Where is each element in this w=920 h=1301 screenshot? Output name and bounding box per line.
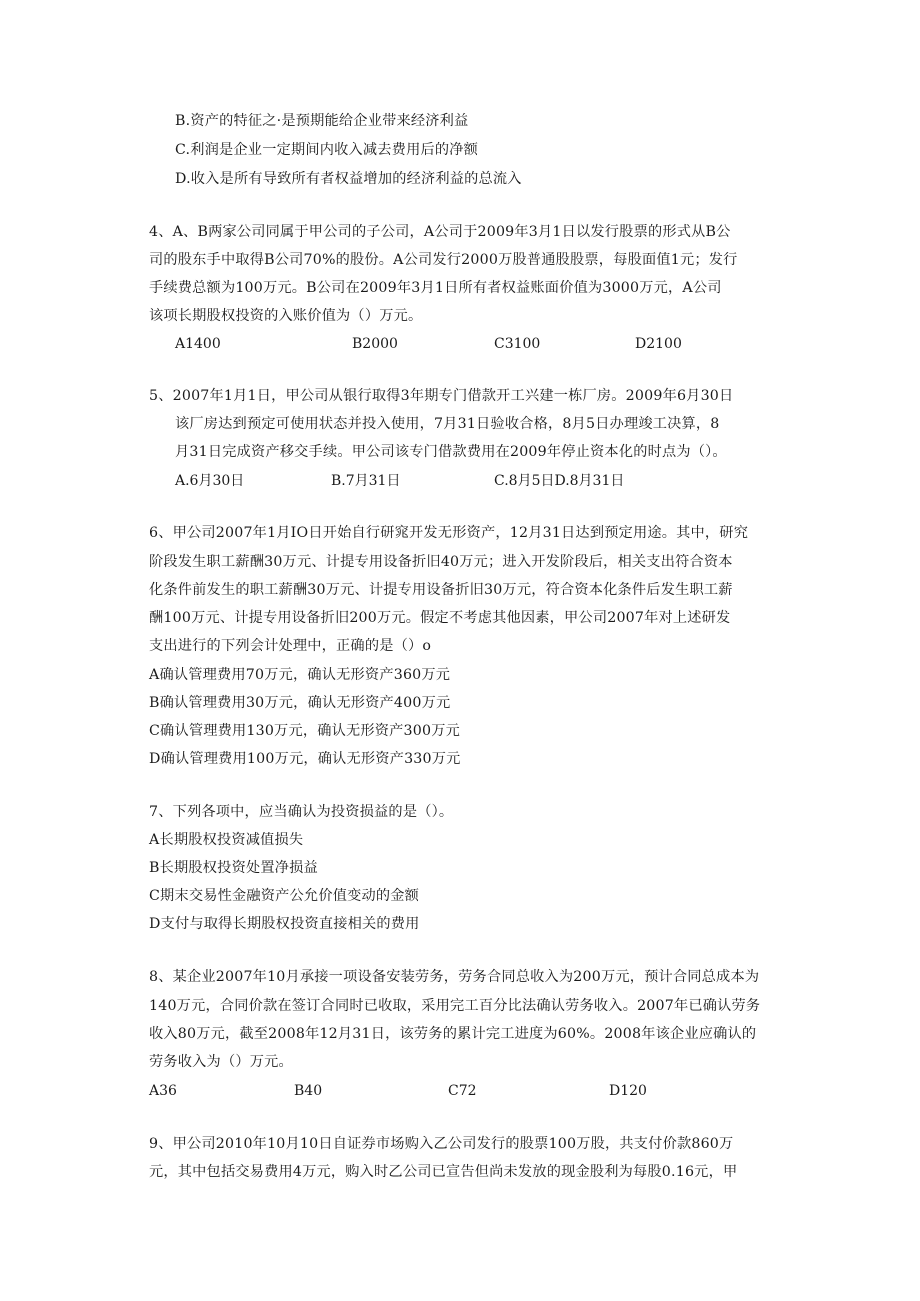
- q7-text-line: 7、下列各项中，应当确认为投资损益的是（）。: [149, 804, 454, 820]
- q5-text-line: 该厂房达到预定可使用状态并投入使用，7月31日验收合格，8月5日办理竣工决算，8: [175, 416, 720, 432]
- q8-text-line: 140万元，合同价款在签订合同时已收取，采用完工百分比法确认劳务收入。2007年已确认劳务: [149, 998, 761, 1014]
- q8-option-b: B40: [294, 1083, 323, 1099]
- q9-text-line: 9、甲公司2010年10月10日自证券市场购入乙公司发行的股票100万股，共支付价款860万: [149, 1136, 734, 1152]
- q4-option-d: D2100: [635, 336, 682, 352]
- q8-option-a: A36: [149, 1083, 177, 1099]
- q6-text-line: 支出进行的下列会计处理中，正确的是（）o: [149, 638, 432, 654]
- q8-text-line: 8、某企业2007年10月承接一项设备安装劳务，劳务合同总收入为200万元，预计合同总成本为: [149, 969, 760, 985]
- q7-option-a: A长期股权投资减值损失: [149, 832, 304, 848]
- q3-option-d: D.收入是所有导致所有者权益增加的经济利益的总流入: [175, 171, 522, 187]
- q4-option-a: A1400: [175, 336, 221, 352]
- q6-option-d: D确认管理费用100万元，确认无形资产330万元: [149, 751, 461, 767]
- q8-option-c: C72: [448, 1083, 477, 1099]
- q7-option-c: C期末交易性金融资产公允价值变动的金额: [149, 888, 420, 904]
- q3-option-b: B.资产的特征之·是预期能给企业带来经济利益: [175, 113, 469, 129]
- q8-text-line: 收入80万元，截至2008年12月31日，该劳务的累计完工进度为60%。2008年该企业应确认的: [149, 1026, 757, 1042]
- q6-text-line: 酬100万元、计提专用设备折旧200万元。假定不考虑其他因素，甲公司2007年对上述研发: [149, 610, 731, 626]
- q7-option-b: B长期股权投资处置净损益: [149, 860, 318, 876]
- q8-text-line: 劳务收入为（）万元。: [149, 1054, 293, 1070]
- q5-text-line: 5、2007年1月1日，甲公司从银行取得3年期专门借款开工兴建一栋厂房。2009年6月30日: [149, 388, 734, 404]
- q6-option-a: A确认管理费用70万元，确认无形资产360万元: [149, 667, 451, 683]
- q4-text-line: 司的股东手中取得B公司70%的股份。A公司发行2000万股普通股股票，每股面值1元；发行: [149, 252, 738, 268]
- q4-text-line: 手续费总额为100万元。B公司在2009年3月1日所有者权益账面价值为3000万元，A公司: [149, 280, 722, 296]
- q8-option-d: D120: [609, 1083, 647, 1099]
- q5-option-a: A.6月30日: [175, 473, 245, 489]
- q5-text-line: 月31日完成资产移交手续。甲公司该专门借款费用在2009年停止资本化的时点为（）。: [175, 444, 727, 460]
- q6-text-line: 阶段发生职工薪酬30万元、计提专用设备折旧40万元；进入开发阶段后，相关支出符合资本: [149, 554, 733, 570]
- q5-option-cd: C.8月5日D.8月31日: [494, 473, 625, 489]
- q6-option-c: C确认管理费用130万元，确认无形资产300万元: [149, 723, 461, 739]
- q5-option-b: B.7月31日: [331, 473, 401, 489]
- q4-text-line: 4、A、B两家公司同属于甲公司的子公司，A公司于2009年3月1日以发行股票的形式从B公: [149, 224, 731, 240]
- q3-option-c: C.利润是企业一定期间内收入减去费用后的净额: [175, 142, 479, 158]
- q6-text-line: 6、甲公司2007年1月IO日开始自行研窕开发无形资产，12月31日达到预定用途。其中，研究: [149, 525, 749, 541]
- q9-text-line: 元，其中包括交易费用4万元，购入时乙公司已宣告但尚未发放的现金股利为每股0.16元，甲: [149, 1164, 738, 1180]
- q6-option-b: B确认管理费用30万元，确认无形资产400万元: [149, 695, 451, 711]
- q4-option-c: C3100: [494, 336, 541, 352]
- q4-text-line: 该项长期股权投资的入账价值为（）万元。: [149, 308, 423, 324]
- q7-option-d: D支付与取得长期股权投资直接相关的费用: [149, 916, 420, 932]
- q6-text-line: 化条件前发生的职工薪酬30万元、计提专用设备折旧30万元，符合资本化条件后发生职工薪: [149, 582, 733, 598]
- q4-option-b: B2000: [352, 336, 398, 352]
